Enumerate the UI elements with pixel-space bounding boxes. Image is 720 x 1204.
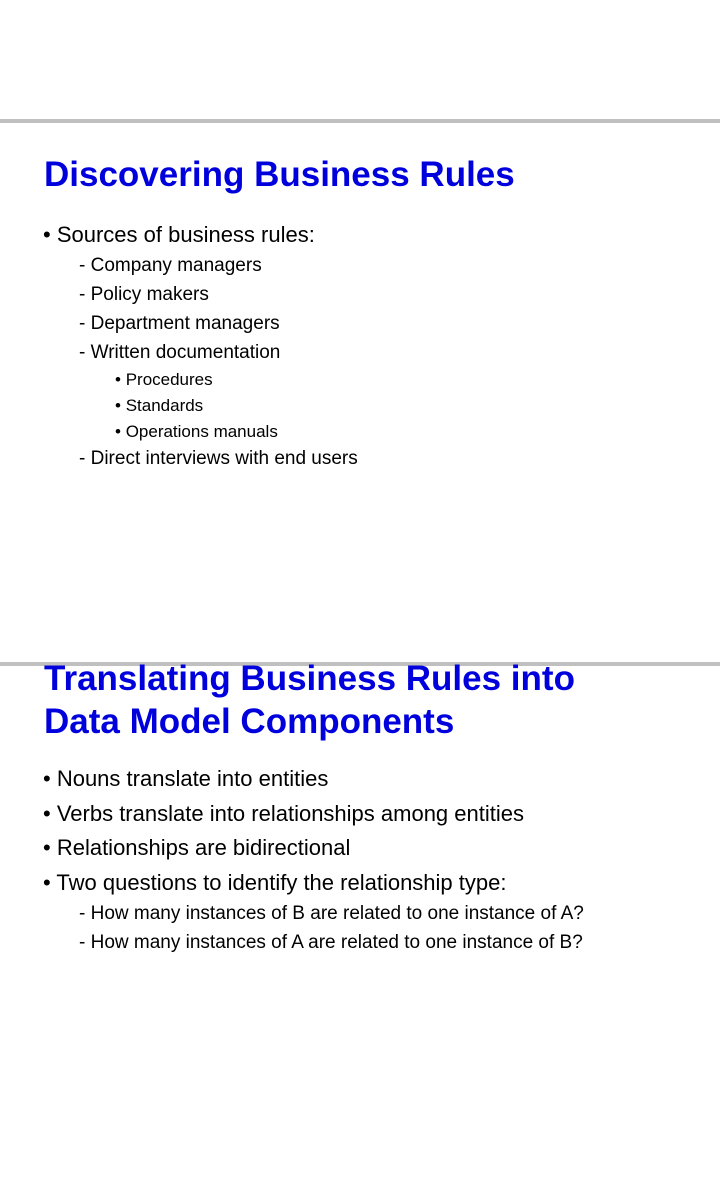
list-item: • Procedures [115,370,213,389]
list-item: - Direct interviews with end users [79,448,358,469]
list-item: • Verbs translate into relationships among entities [43,801,524,826]
list-item: - How many instances of B are related to one instance of A? [79,903,584,924]
list-item: - Department managers [79,313,280,334]
list-item: • Two questions to identify the relationship type: [43,870,507,895]
list-item: - Written documentation [79,342,281,363]
list-item: • Operations manuals [115,422,278,441]
list-item: - How many instances of A are related to one instance of B? [79,932,583,953]
slide-divider [0,119,720,123]
slide-title: Translating Business Rules into Data Model Components [44,659,575,741]
list-item: • Standards [115,396,204,415]
slide-title: Discovering Business Rules [44,155,515,194]
list-item: - Company managers [79,255,262,276]
list-item: • Nouns translate into entities [43,766,329,791]
list-item: - Policy makers [79,284,209,305]
list-item: • Relationships are bidirectional [43,835,351,860]
list-item: • Sources of business rules: [43,222,315,247]
